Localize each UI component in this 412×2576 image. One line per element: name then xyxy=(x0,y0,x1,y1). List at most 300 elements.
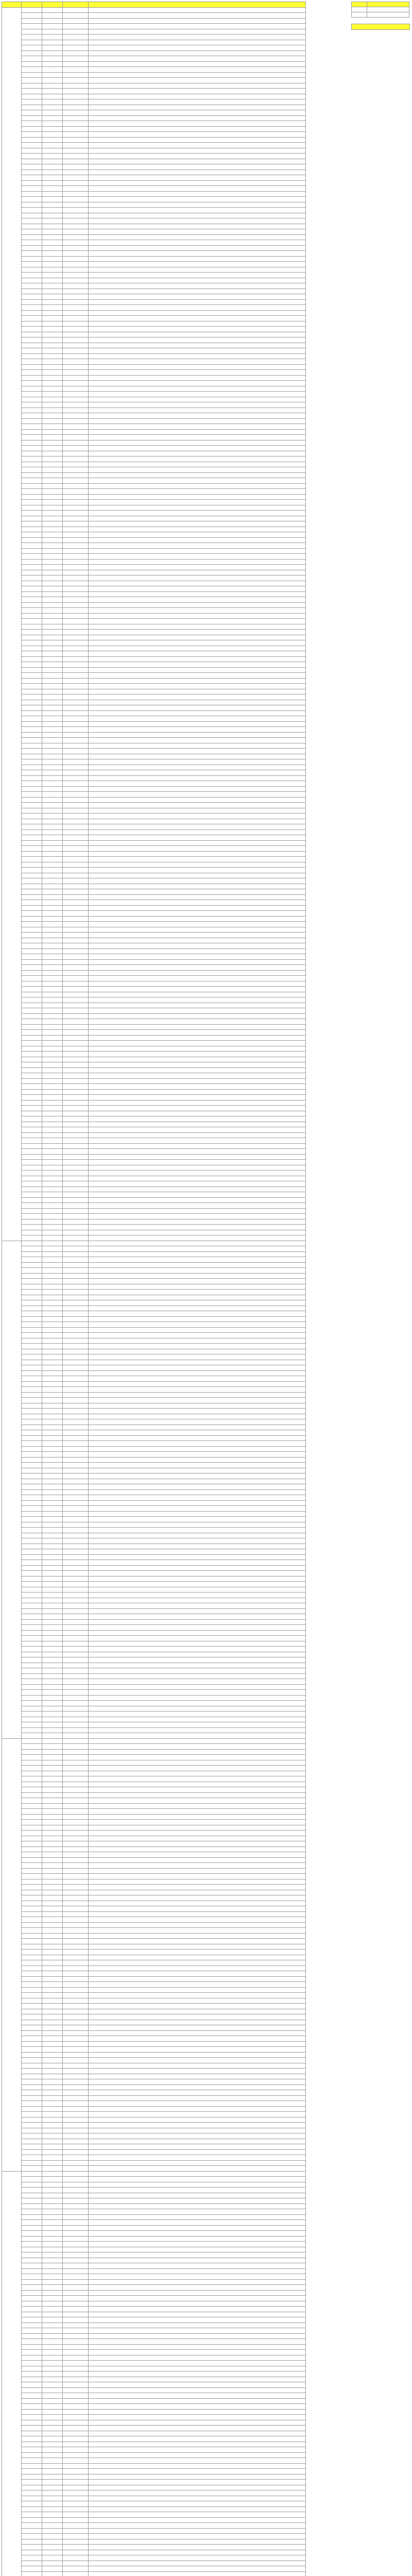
price-cell[interactable] xyxy=(22,1598,42,1603)
url-cell[interactable] xyxy=(89,2561,306,2566)
price-cell[interactable] xyxy=(22,1452,42,1458)
price-cell[interactable] xyxy=(22,1208,42,1214)
price-cell[interactable] xyxy=(22,1246,42,1252)
region-cell[interactable] xyxy=(63,2041,89,2047)
fee-cell[interactable] xyxy=(42,2258,63,2263)
url-cell[interactable] xyxy=(89,1279,306,1284)
price-cell[interactable] xyxy=(22,959,42,965)
region-cell[interactable] xyxy=(63,1062,89,1068)
region-cell[interactable] xyxy=(63,1111,89,1116)
url-cell[interactable] xyxy=(89,1354,306,1360)
fee-cell[interactable] xyxy=(42,1403,63,1409)
url-cell[interactable] xyxy=(89,905,306,911)
url-cell[interactable] xyxy=(89,494,306,500)
fee-cell[interactable] xyxy=(42,873,63,878)
fee-cell[interactable] xyxy=(42,1122,63,1127)
url-cell[interactable] xyxy=(89,1766,306,1771)
region-cell[interactable] xyxy=(63,1928,89,1934)
price-cell[interactable] xyxy=(22,2258,42,2263)
region-cell[interactable] xyxy=(63,1024,89,1030)
fee-cell[interactable] xyxy=(42,1089,63,1095)
region-cell[interactable] xyxy=(63,1998,89,2004)
price-cell[interactable] xyxy=(22,1273,42,1279)
fee-cell[interactable] xyxy=(42,1409,63,1414)
fee-cell[interactable] xyxy=(42,148,63,154)
price-cell[interactable] xyxy=(22,115,42,121)
fee-cell[interactable] xyxy=(42,2555,63,2561)
url-cell[interactable] xyxy=(89,1587,306,1592)
fee-cell[interactable] xyxy=(42,132,63,138)
price-cell[interactable] xyxy=(22,2506,42,2512)
fee-cell[interactable] xyxy=(42,2506,63,2512)
summary-header-label[interactable] xyxy=(352,2,367,7)
fee-cell[interactable] xyxy=(42,343,63,348)
region-cell[interactable] xyxy=(63,1154,89,1160)
url-cell[interactable] xyxy=(89,2550,306,2555)
fee-cell[interactable] xyxy=(42,2571,63,2576)
url-cell[interactable] xyxy=(89,408,306,413)
price-cell[interactable] xyxy=(22,224,42,229)
fee-cell[interactable] xyxy=(42,1528,63,1533)
column-header-url[interactable] xyxy=(89,2,306,8)
url-cell[interactable] xyxy=(89,775,306,781)
url-cell[interactable] xyxy=(89,483,306,489)
region-cell[interactable] xyxy=(63,61,89,67)
region-cell[interactable] xyxy=(63,1652,89,1657)
fee-cell[interactable] xyxy=(42,1241,63,1246)
fee-cell[interactable] xyxy=(42,1279,63,1284)
url-cell[interactable] xyxy=(89,597,306,603)
price-cell[interactable] xyxy=(22,56,42,62)
url-cell[interactable] xyxy=(89,743,306,749)
url-cell[interactable] xyxy=(89,2014,306,2020)
url-cell[interactable] xyxy=(89,922,306,927)
price-cell[interactable] xyxy=(22,570,42,575)
url-cell[interactable] xyxy=(89,316,306,321)
region-cell[interactable] xyxy=(63,2355,89,2361)
fee-cell[interactable] xyxy=(42,1831,63,1836)
price-cell[interactable] xyxy=(22,1528,42,1533)
price-cell[interactable] xyxy=(22,2382,42,2388)
fee-cell[interactable] xyxy=(42,2534,63,2539)
fee-cell[interactable] xyxy=(42,1841,63,1847)
region-cell[interactable] xyxy=(63,2431,89,2436)
price-cell[interactable] xyxy=(22,2393,42,2399)
price-cell[interactable] xyxy=(22,905,42,911)
price-cell[interactable] xyxy=(22,1922,42,1928)
price-cell[interactable] xyxy=(22,2030,42,2036)
price-cell[interactable] xyxy=(22,154,42,159)
price-cell[interactable] xyxy=(22,705,42,711)
region-cell[interactable] xyxy=(63,1868,89,1874)
fee-cell[interactable] xyxy=(42,2404,63,2410)
url-cell[interactable] xyxy=(89,2344,306,2350)
url-cell[interactable] xyxy=(89,2177,306,2182)
price-cell[interactable] xyxy=(22,1468,42,1473)
region-cell[interactable] xyxy=(63,2106,89,2112)
url-cell[interactable] xyxy=(89,262,306,267)
url-cell[interactable] xyxy=(89,2052,306,2058)
region-cell[interactable] xyxy=(63,2387,89,2393)
region-cell[interactable] xyxy=(63,1825,89,1831)
region-cell[interactable] xyxy=(63,759,89,765)
price-cell[interactable] xyxy=(22,1603,42,1609)
region-cell[interactable] xyxy=(63,1149,89,1155)
region-cell[interactable] xyxy=(63,1197,89,1203)
price-cell[interactable] xyxy=(22,1971,42,1977)
url-cell[interactable] xyxy=(89,2377,306,2382)
region-cell[interactable] xyxy=(63,2534,89,2539)
url-cell[interactable] xyxy=(89,1939,306,1944)
price-cell[interactable] xyxy=(22,1489,42,1495)
region-cell[interactable] xyxy=(63,1673,89,1679)
region-cell[interactable] xyxy=(63,857,89,862)
price-cell[interactable] xyxy=(22,2209,42,2215)
url-cell[interactable] xyxy=(89,1879,306,1885)
summary-cell[interactable] xyxy=(367,12,409,18)
region-cell[interactable] xyxy=(63,2188,89,2193)
fee-cell[interactable] xyxy=(42,927,63,933)
url-cell[interactable] xyxy=(89,1463,306,1468)
price-cell[interactable] xyxy=(22,922,42,927)
price-cell[interactable] xyxy=(22,987,42,992)
group-cell[interactable] xyxy=(2,2171,22,2576)
region-cell[interactable] xyxy=(63,1057,89,1062)
region-cell[interactable] xyxy=(63,143,89,148)
price-cell[interactable] xyxy=(22,240,42,246)
region-cell[interactable] xyxy=(63,532,89,538)
price-cell[interactable] xyxy=(22,2312,42,2317)
price-cell[interactable] xyxy=(22,1619,42,1625)
fee-cell[interactable] xyxy=(42,353,63,359)
url-cell[interactable] xyxy=(89,1544,306,1549)
fee-cell[interactable] xyxy=(42,1479,63,1484)
fee-cell[interactable] xyxy=(42,2063,63,2069)
price-cell[interactable] xyxy=(22,1219,42,1225)
region-cell[interactable] xyxy=(63,364,89,370)
price-cell[interactable] xyxy=(22,348,42,354)
price-cell[interactable] xyxy=(22,2485,42,2490)
region-cell[interactable] xyxy=(63,2225,89,2231)
region-cell[interactable] xyxy=(63,1181,89,1187)
price-cell[interactable] xyxy=(22,413,42,419)
fee-cell[interactable] xyxy=(42,1727,63,1733)
price-cell[interactable] xyxy=(22,2420,42,2426)
price-cell[interactable] xyxy=(22,1251,42,1257)
price-cell[interactable] xyxy=(22,2323,42,2328)
price-cell[interactable] xyxy=(22,597,42,603)
price-cell[interactable] xyxy=(22,1349,42,1354)
fee-cell[interactable] xyxy=(42,240,63,246)
url-cell[interactable] xyxy=(89,976,306,981)
url-cell[interactable] xyxy=(89,2452,306,2458)
region-cell[interactable] xyxy=(63,1766,89,1771)
fee-cell[interactable] xyxy=(42,143,63,148)
url-cell[interactable] xyxy=(89,894,306,900)
price-cell[interactable] xyxy=(22,667,42,673)
url-cell[interactable] xyxy=(89,846,306,852)
url-cell[interactable] xyxy=(89,1852,306,1858)
price-cell[interactable] xyxy=(22,418,42,424)
price-cell[interactable] xyxy=(22,1673,42,1679)
fee-cell[interactable] xyxy=(42,2307,63,2312)
price-cell[interactable] xyxy=(22,1403,42,1409)
url-cell[interactable] xyxy=(89,1668,306,1674)
fee-cell[interactable] xyxy=(42,803,63,808)
price-cell[interactable] xyxy=(22,1695,42,1701)
fee-cell[interactable] xyxy=(42,630,63,635)
fee-cell[interactable] xyxy=(42,1657,63,1663)
region-cell[interactable] xyxy=(63,781,89,787)
region-cell[interactable] xyxy=(63,705,89,711)
url-cell[interactable] xyxy=(89,1290,306,1295)
region-cell[interactable] xyxy=(63,2463,89,2469)
region-cell[interactable] xyxy=(63,1187,89,1192)
region-cell[interactable] xyxy=(63,1755,89,1760)
fee-cell[interactable] xyxy=(42,2561,63,2566)
price-cell[interactable] xyxy=(22,846,42,852)
url-cell[interactable] xyxy=(89,500,306,505)
fee-cell[interactable] xyxy=(42,732,63,738)
price-cell[interactable] xyxy=(22,992,42,997)
url-cell[interactable] xyxy=(89,435,306,440)
price-cell[interactable] xyxy=(22,1554,42,1560)
price-cell[interactable] xyxy=(22,1846,42,1852)
url-cell[interactable] xyxy=(89,2025,306,2031)
fee-cell[interactable] xyxy=(42,2188,63,2193)
fee-cell[interactable] xyxy=(42,1338,63,1344)
fee-cell[interactable] xyxy=(42,808,63,814)
url-cell[interactable] xyxy=(89,1874,306,1879)
region-cell[interactable] xyxy=(63,262,89,267)
region-cell[interactable] xyxy=(63,1993,89,1998)
url-cell[interactable] xyxy=(89,89,306,94)
price-cell[interactable] xyxy=(22,1950,42,1955)
column-header-region[interactable] xyxy=(63,2,89,8)
region-cell[interactable] xyxy=(63,2274,89,2280)
url-cell[interactable] xyxy=(89,467,306,473)
region-cell[interactable] xyxy=(63,2052,89,2058)
fee-cell[interactable] xyxy=(42,478,63,484)
price-cell[interactable] xyxy=(22,630,42,635)
price-cell[interactable] xyxy=(22,1755,42,1760)
fee-cell[interactable] xyxy=(42,1187,63,1192)
url-cell[interactable] xyxy=(89,1614,306,1620)
url-cell[interactable] xyxy=(89,2545,306,2550)
url-cell[interactable] xyxy=(89,602,306,608)
fee-cell[interactable] xyxy=(42,1982,63,1988)
region-cell[interactable] xyxy=(63,40,89,45)
price-cell[interactable] xyxy=(22,310,42,316)
url-cell[interactable] xyxy=(89,1062,306,1068)
url-cell[interactable] xyxy=(89,543,306,549)
fee-cell[interactable] xyxy=(42,2317,63,2323)
region-cell[interactable] xyxy=(63,305,89,311)
fee-cell[interactable] xyxy=(42,2274,63,2280)
price-cell[interactable] xyxy=(22,2571,42,2576)
price-cell[interactable] xyxy=(22,2236,42,2242)
fee-cell[interactable] xyxy=(42,1863,63,1869)
url-cell[interactable] xyxy=(89,916,306,922)
price-cell[interactable] xyxy=(22,1311,42,1317)
url-cell[interactable] xyxy=(89,1798,306,1804)
url-cell[interactable] xyxy=(89,72,306,78)
region-cell[interactable] xyxy=(63,2009,89,2014)
url-cell[interactable] xyxy=(89,56,306,62)
region-cell[interactable] xyxy=(63,1262,89,1268)
url-cell[interactable] xyxy=(89,2436,306,2442)
url-cell[interactable] xyxy=(89,2030,306,2036)
url-cell[interactable] xyxy=(89,911,306,917)
fee-cell[interactable] xyxy=(42,2041,63,2047)
url-cell[interactable] xyxy=(89,511,306,516)
price-cell[interactable] xyxy=(22,1295,42,1300)
price-cell[interactable] xyxy=(22,2247,42,2252)
url-cell[interactable] xyxy=(89,418,306,424)
fee-cell[interactable] xyxy=(42,402,63,408)
url-cell[interactable] xyxy=(89,392,306,397)
url-cell[interactable] xyxy=(89,2106,306,2112)
price-cell[interactable] xyxy=(22,602,42,608)
region-cell[interactable] xyxy=(63,997,89,1003)
url-cell[interactable] xyxy=(89,159,306,164)
url-cell[interactable] xyxy=(89,1960,306,1966)
url-cell[interactable] xyxy=(89,1895,306,1901)
url-cell[interactable] xyxy=(89,548,306,554)
fee-cell[interactable] xyxy=(42,700,63,705)
url-cell[interactable] xyxy=(89,2084,306,2090)
price-cell[interactable] xyxy=(22,824,42,830)
fee-cell[interactable] xyxy=(42,7,63,13)
url-cell[interactable] xyxy=(89,575,306,581)
url-cell[interactable] xyxy=(89,943,306,949)
url-cell[interactable] xyxy=(89,13,306,19)
region-cell[interactable] xyxy=(63,1517,89,1522)
fee-cell[interactable] xyxy=(42,2155,63,2161)
fee-cell[interactable] xyxy=(42,2009,63,2014)
region-cell[interactable] xyxy=(63,273,89,278)
fee-cell[interactable] xyxy=(42,418,63,424)
price-cell[interactable] xyxy=(22,1425,42,1430)
region-cell[interactable] xyxy=(63,2496,89,2501)
fee-cell[interactable] xyxy=(42,1630,63,1636)
url-cell[interactable] xyxy=(89,694,306,700)
url-cell[interactable] xyxy=(89,1073,306,1079)
url-cell[interactable] xyxy=(89,1511,306,1517)
region-cell[interactable] xyxy=(63,327,89,332)
region-cell[interactable] xyxy=(63,2063,89,2069)
region-cell[interactable] xyxy=(63,294,89,300)
price-cell[interactable] xyxy=(22,1165,42,1171)
region-cell[interactable] xyxy=(63,537,89,543)
fee-cell[interactable] xyxy=(42,1711,63,1717)
url-cell[interactable] xyxy=(89,267,306,273)
price-cell[interactable] xyxy=(22,1538,42,1544)
url-cell[interactable] xyxy=(89,1008,306,1014)
fee-cell[interactable] xyxy=(42,126,63,132)
url-cell[interactable] xyxy=(89,1749,306,1755)
url-cell[interactable] xyxy=(89,2290,306,2296)
region-cell[interactable] xyxy=(63,2290,89,2296)
price-cell[interactable] xyxy=(22,213,42,218)
url-cell[interactable] xyxy=(89,2528,306,2534)
region-cell[interactable] xyxy=(63,424,89,430)
region-cell[interactable] xyxy=(63,2139,89,2144)
price-cell[interactable] xyxy=(22,1495,42,1501)
group-cell[interactable] xyxy=(2,7,22,1241)
region-cell[interactable] xyxy=(63,662,89,668)
fee-cell[interactable] xyxy=(42,2436,63,2442)
price-cell[interactable] xyxy=(22,916,42,922)
region-cell[interactable] xyxy=(63,1727,89,1733)
fee-cell[interactable] xyxy=(42,2452,63,2458)
url-cell[interactable] xyxy=(89,1479,306,1484)
region-cell[interactable] xyxy=(63,2095,89,2101)
fee-cell[interactable] xyxy=(42,1160,63,1165)
url-cell[interactable] xyxy=(89,424,306,430)
url-cell[interactable] xyxy=(89,208,306,213)
price-cell[interactable] xyxy=(22,1965,42,1971)
fee-cell[interactable] xyxy=(42,105,63,110)
summary-header-value[interactable] xyxy=(367,2,409,7)
price-cell[interactable] xyxy=(22,716,42,722)
region-cell[interactable] xyxy=(63,1495,89,1501)
fee-cell[interactable] xyxy=(42,1262,63,1268)
region-cell[interactable] xyxy=(63,234,89,240)
fee-cell[interactable] xyxy=(42,1565,63,1571)
url-cell[interactable] xyxy=(89,1733,306,1739)
fee-cell[interactable] xyxy=(42,267,63,273)
url-cell[interactable] xyxy=(89,1030,306,1036)
url-cell[interactable] xyxy=(89,429,306,435)
region-cell[interactable] xyxy=(63,1657,89,1663)
url-cell[interactable] xyxy=(89,1776,306,1782)
fee-cell[interactable] xyxy=(42,35,63,40)
fee-cell[interactable] xyxy=(42,1814,63,1820)
url-cell[interactable] xyxy=(89,738,306,743)
region-cell[interactable] xyxy=(63,884,89,889)
region-cell[interactable] xyxy=(63,1544,89,1549)
fee-cell[interactable] xyxy=(42,1608,63,1614)
price-cell[interactable] xyxy=(22,1316,42,1322)
price-cell[interactable] xyxy=(22,1111,42,1116)
price-cell[interactable] xyxy=(22,1874,42,1879)
fee-cell[interactable] xyxy=(42,2463,63,2469)
url-cell[interactable] xyxy=(89,1500,306,1506)
fee-cell[interactable] xyxy=(42,1511,63,1517)
url-cell[interactable] xyxy=(89,29,306,35)
price-cell[interactable] xyxy=(22,554,42,560)
region-cell[interactable] xyxy=(63,1171,89,1176)
fee-cell[interactable] xyxy=(42,851,63,857)
price-cell[interactable] xyxy=(22,1820,42,1825)
price-cell[interactable] xyxy=(22,99,42,105)
price-cell[interactable] xyxy=(22,1138,42,1144)
price-cell[interactable] xyxy=(22,1928,42,1934)
fee-cell[interactable] xyxy=(42,472,63,478)
price-cell[interactable] xyxy=(22,2133,42,2139)
fee-cell[interactable] xyxy=(42,1749,63,1755)
url-cell[interactable] xyxy=(89,1344,306,1349)
price-cell[interactable] xyxy=(22,1711,42,1717)
url-cell[interactable] xyxy=(89,992,306,997)
region-cell[interactable] xyxy=(63,1733,89,1739)
price-cell[interactable] xyxy=(22,1647,42,1652)
price-cell[interactable] xyxy=(22,1035,42,1041)
price-cell[interactable] xyxy=(22,2350,42,2355)
region-cell[interactable] xyxy=(63,1706,89,1711)
region-cell[interactable] xyxy=(63,446,89,451)
